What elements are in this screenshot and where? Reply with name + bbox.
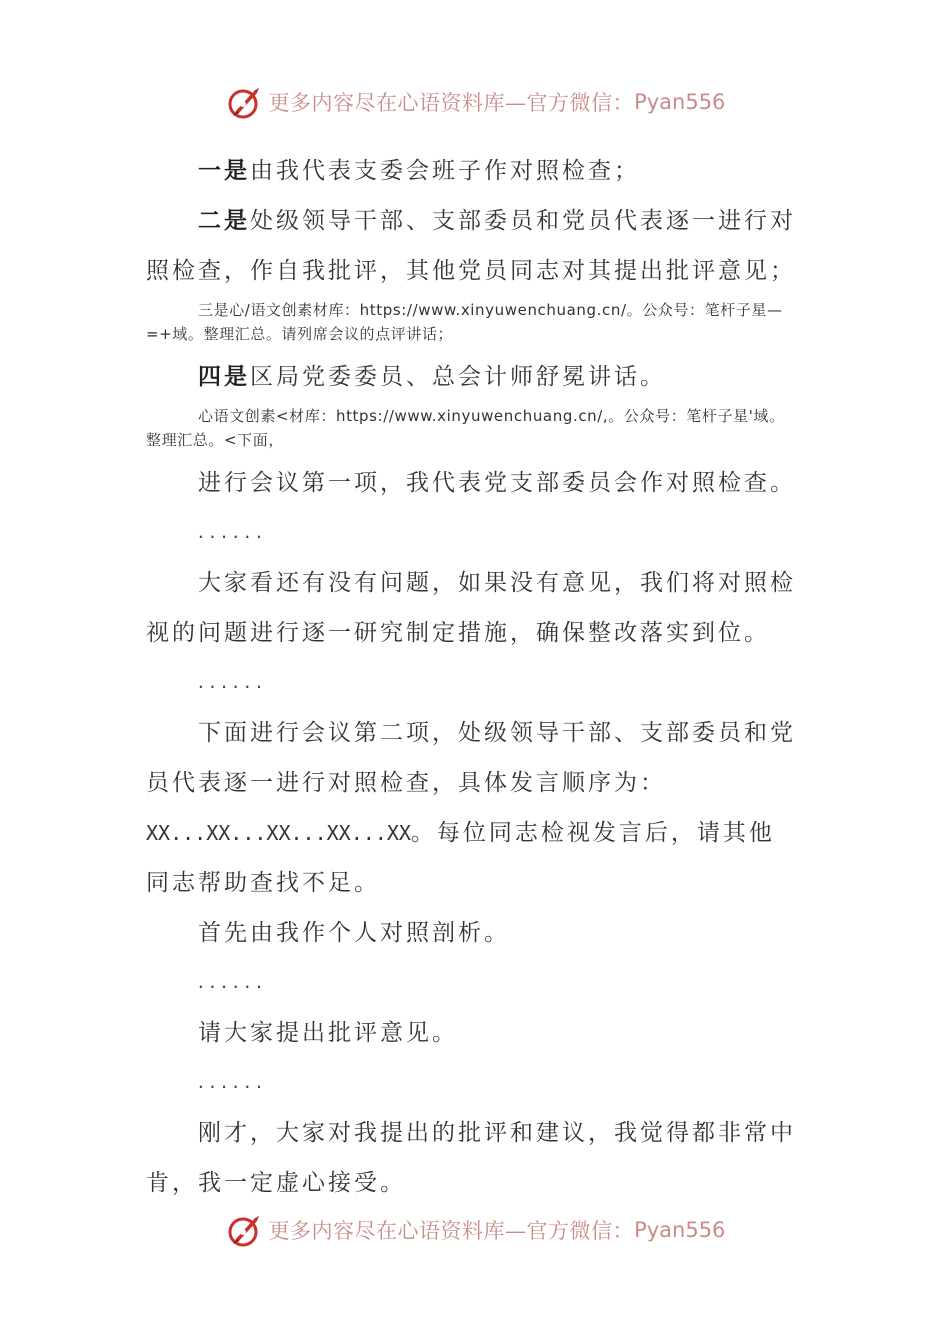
header-banner	[0, 80, 950, 124]
ellipsis-3: ......	[196, 973, 266, 992]
paragraph-item-6: 进行会议第一项，我代表党支部委员会作对照检查。	[198, 470, 796, 496]
paragraph-item-9	[146, 808, 796, 908]
paragraph-item-3-small: 三是心/语文创素材库：https://www.xinyuwenchuang.cn/。公众号：笔杆子星—=+域。整理汇总。请列席会议的点评讲话；	[146, 301, 783, 343]
paragraph-text: 处级领导干部、支部委员和党员代表逐一进行对照检查，作自我批评，其他党员同志对其提出批评意见；	[146, 208, 796, 284]
paragraph-item-12: 刚才，大家对我提出的批评和建议，我觉得都非常中肯，我一定虚心接受。	[146, 1120, 796, 1196]
paragraph-item-4	[146, 352, 796, 402]
ellipsis-1: ......	[196, 523, 266, 542]
pen-quill-icon	[225, 82, 265, 122]
lead-label: 二是	[198, 207, 250, 234]
banner-slogan: 更多内容尽在心语资料库—官方微信：	[268, 1219, 635, 1243]
ellipsis-2: ......	[196, 673, 266, 692]
paragraph-item-1	[146, 146, 796, 196]
paragraph-text: 区局党委委员、总会计师舒冕讲话。	[250, 364, 666, 390]
lead-label: 一是	[198, 157, 250, 184]
banner-wechat-id: Pyan556	[634, 90, 726, 114]
paragraph-item-7: 大家看还有没有问题，如果没有意见，我们将对照检视的问题进行逐一研究制定措施，确保整改落实到位。	[146, 570, 796, 646]
lead-label: 四是	[198, 363, 250, 390]
paragraph-watermark-line: 心语文创素<材库：https://www.xinyuwenchuang.cn/,。公众号：笔杆子星'域。整理汇总。<下面，	[146, 407, 785, 449]
ellipsis-4: ......	[196, 1073, 266, 1092]
paragraph-item-2	[146, 196, 796, 296]
banner-slogan: 更多内容尽在心语资料库—官方微信：	[268, 91, 635, 115]
paragraph-text: 由我代表支委会班子作对照检查；	[250, 158, 640, 184]
paragraph-item-11: 请大家提出批评意见。	[198, 1020, 458, 1046]
banner-wechat-id: Pyan556	[634, 1218, 726, 1242]
paragraph-item-8: 下面进行会议第二项，处级领导干部、支部委员和党员代表逐一进行对照检查，具体发言顺序为：	[146, 720, 796, 796]
footer-banner	[0, 1208, 950, 1252]
paragraph-item-10: 首先由我作个人对照剖析。	[198, 920, 510, 946]
speaker-order: XX...XX...XX...XX...XX	[146, 821, 411, 845]
document-body	[146, 146, 796, 1208]
pen-quill-icon	[225, 1210, 265, 1250]
paragraph-text: 。每位同志检视发言后，请其他同志帮助查找不足。	[146, 820, 775, 896]
